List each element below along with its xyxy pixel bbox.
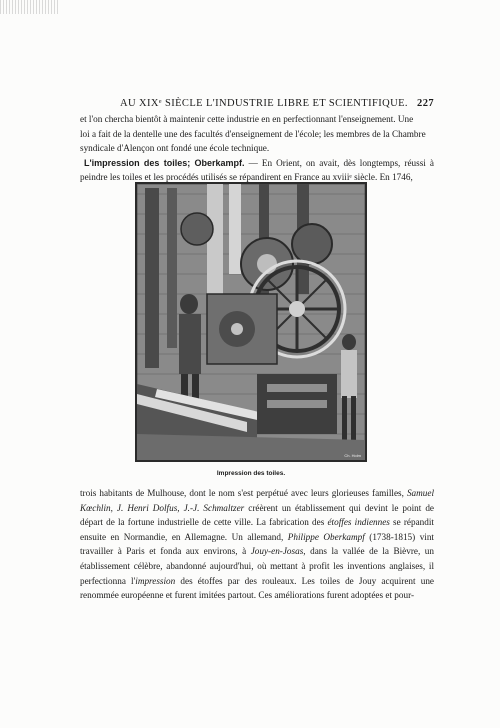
text-run: trois habitants de Mulhouse, dont le nom s'est perpétué avec leurs glorieuses familles, (80, 488, 407, 498)
section-heading: L'impression des toiles; Oberkampf. (84, 157, 245, 168)
text-run: , dans la vallée de la Bièvre, un établissement célèbre, abandonné aujourd'hui, où mettant à profit les inventions anglaises, il perfectionna l' (80, 546, 434, 586)
printing-machine-engraving (137, 184, 365, 460)
paragraph-body (80, 486, 434, 603)
text-run: des étoffes par des rouleaux. Les toiles de Jouy acquirent une renommée européenne et furent imitées partout. Ces améliorations furent adoptées et pour- (80, 575, 434, 601)
text-run: (1738-1815) vint travailler à Paris et fonda aux environs, à (80, 531, 434, 557)
text-run: créèrent un établissement qui devint le point de départ de la fortune industrielle de cette ville. La fabrication des (80, 502, 434, 528)
engraver-signature: Ch. Holm (344, 453, 361, 458)
italic-oberkampf: Philippe Oberkampf (287, 531, 365, 542)
top-paragraph (80, 112, 434, 185)
page-number: 227 (417, 98, 434, 109)
scan-artifact (0, 0, 60, 14)
italic-etoffes: étoffes indiennes (327, 517, 390, 528)
italic-jouy: Jouy-en-Josas (250, 546, 304, 557)
figure-caption: Impression des toiles. (216, 470, 286, 477)
engraving-illustration (135, 182, 367, 462)
bottom-paragraph (80, 486, 434, 603)
founders-names: Samuel Kœchlin, J. Henri Dolfus, J.-J. Schmaltzer (80, 488, 434, 513)
text-line: syndicale d'Alençon ont fondé une école technique. (80, 143, 270, 154)
italic-impression: impression (135, 575, 176, 586)
running-title: AU XIXᵉ SIÈCLE L'INDUSTRIE LIBRE ET SCIENTIFIQUE. (120, 98, 408, 109)
text-line: et l'on chercha bientôt à maintenir cette industrie en en perfectionnant l'enseignement. Une (80, 114, 414, 124)
section-text: — En Orient, on avait, dès longtemps, réussi à peindre les toiles et les procédés utilisés se répandirent en France au xviiiᵉ siècle. En 1746, (80, 157, 434, 183)
section-paragraph (80, 156, 434, 185)
text-line: loi a fait de la dentelle une des facultés d'enseignement de l'école; les membres de la Chambre (80, 128, 426, 139)
text-run: se répandit ensuite en Normandie, en Allemagne. Un allemand, (80, 517, 434, 542)
